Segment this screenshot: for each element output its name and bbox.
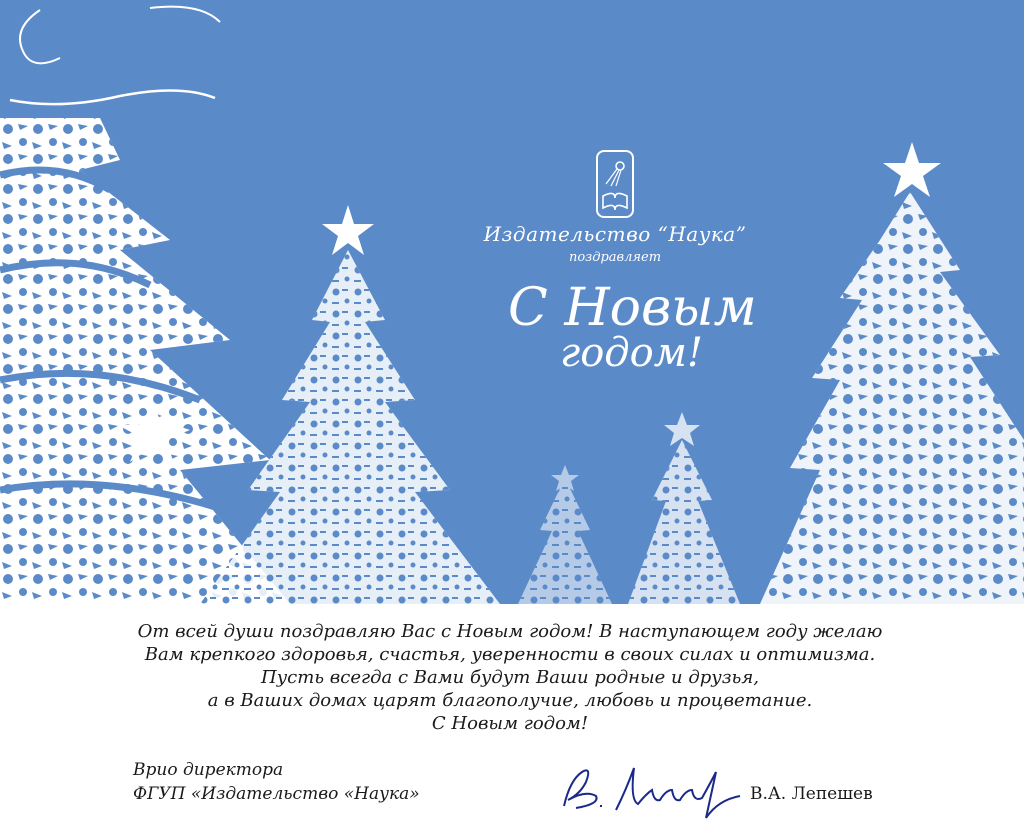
sputnik-book-logo-icon <box>596 150 634 218</box>
greeting-message <box>90 620 930 735</box>
congratulates-text: поздравляет <box>568 250 662 265</box>
greeting-line-2: годом! <box>560 330 703 376</box>
right-tree <box>760 142 1024 604</box>
small-background-trees <box>518 465 612 604</box>
greeting-swirl-ornament <box>0 0 230 110</box>
small-center-tree <box>628 412 740 604</box>
message-line: Пусть всегда с Вами будут Ваши родные и друзья, <box>261 667 759 688</box>
signer-position <box>133 758 420 806</box>
message-line: Вам крепкого здоровья, счастья, уверенности в своих силах и оптимизма. <box>144 644 876 665</box>
handwritten-signature <box>556 760 746 822</box>
message-line: С Новым годом! <box>431 713 589 734</box>
publisher-name: Издательство “Наука” <box>483 222 747 246</box>
message-line: От всей души поздравляю Вас с Новым годом! В наступающем году желаю <box>137 621 883 642</box>
organization-name: ФГУП «Издательство «Наука» <box>133 784 420 804</box>
position-title: Врио директора <box>133 760 284 780</box>
message-line: а в Ваших домах царят благополучие, любовь и процветание. <box>207 690 813 711</box>
left-tree <box>0 118 290 604</box>
middle-left-tree <box>200 205 500 604</box>
signer-name: В.А. Лепешев <box>750 784 873 804</box>
greeting-line-1: С Новым <box>508 278 757 338</box>
